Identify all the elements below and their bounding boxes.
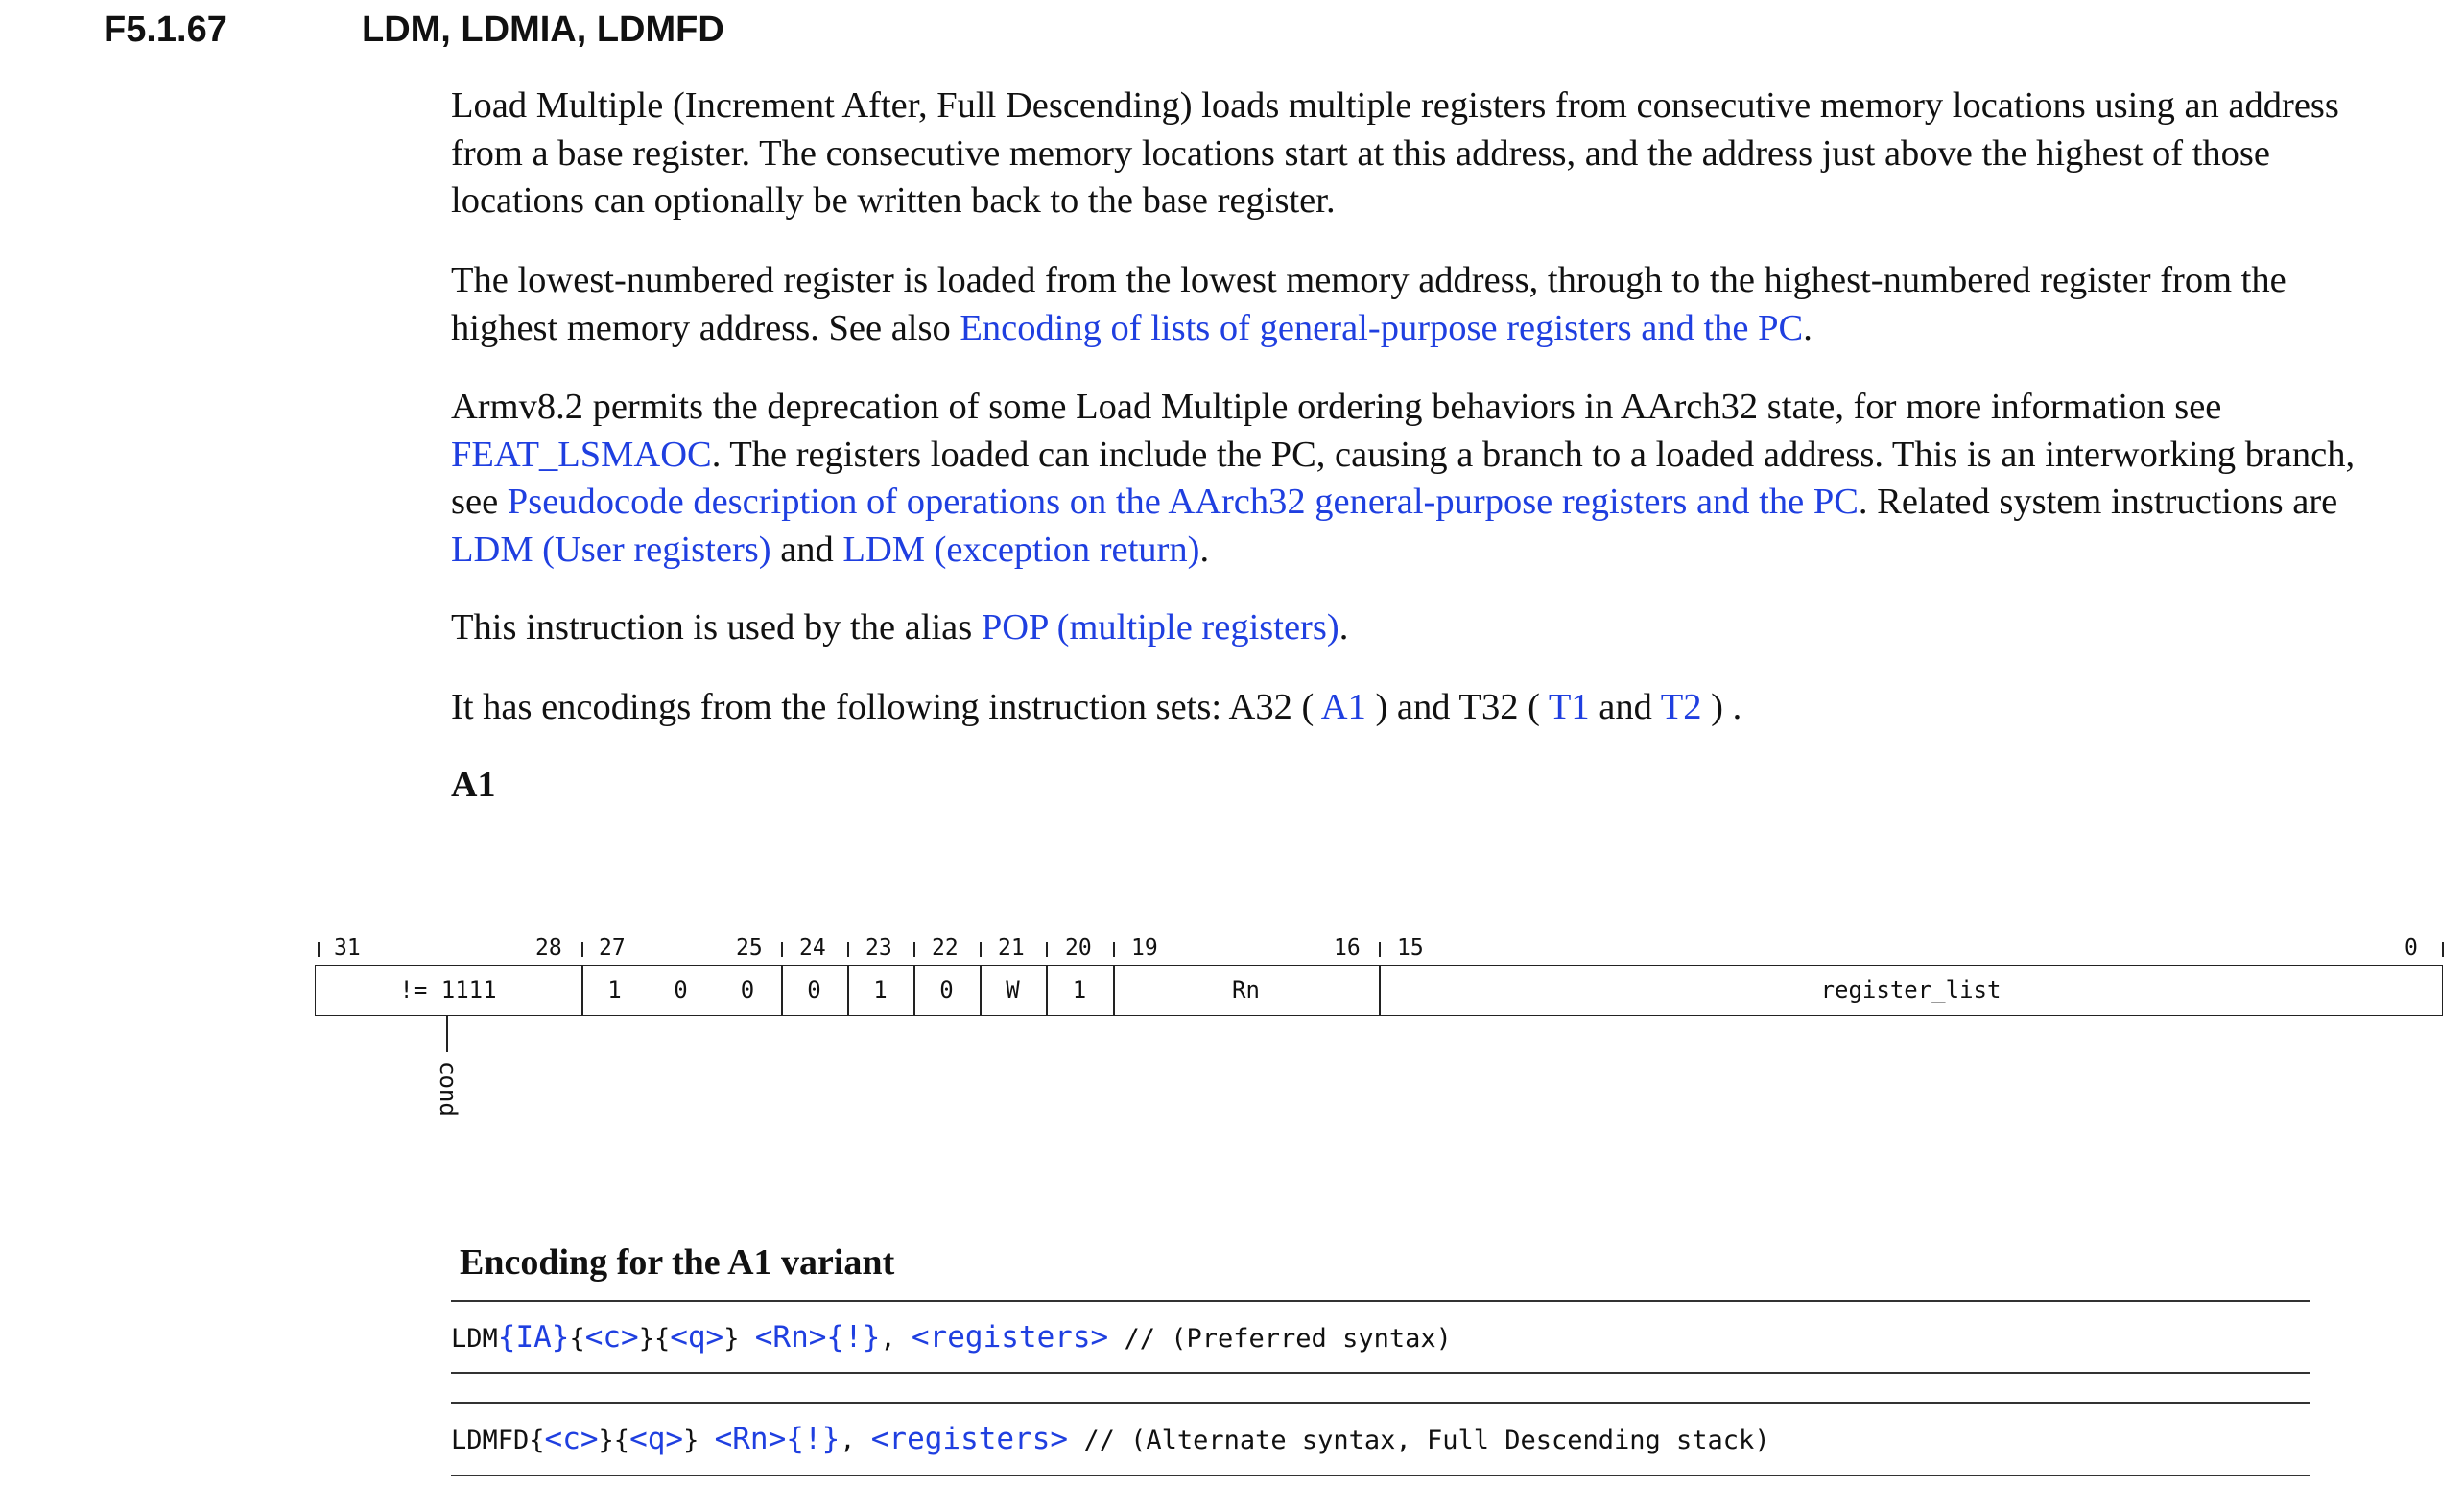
bit-number: 15 (1397, 935, 1424, 960)
paragraph-intro: Load Multiple (Increment After, Full Descending) loads multiple registers from consecutive memory locations using an address from a base register. The consecutive memory locations start at this address, and the address just above the highest of those locations can optionally be written back to the base register. (451, 85, 2339, 221)
bit-tick (781, 942, 783, 957)
bit-number: 25 (736, 935, 763, 960)
link-t2[interactable]: T2 (1660, 687, 1702, 727)
heading-encoding-a1: Encoding for the A1 variant (460, 1242, 895, 1283)
field-w: W (1006, 977, 1020, 1003)
section-number: F5.1.67 (104, 10, 227, 50)
bit-tick (1046, 942, 1048, 957)
link-a1[interactable]: A1 (1320, 687, 1366, 727)
syntax-registers-link[interactable]: <registers> (870, 1422, 1069, 1456)
paragraph-deprecation: Armv8.2 permits the deprecation of some Load Multiple ordering behaviors in AArch32 state, for more information see FEAT_LSMAOC. The registers loaded can include the PC, causing a branch to a loaded address. This is an interworking branch, see Pseudocode description of operations on the AArch32 general-purpose registers and the PC. Related system instructions are LDM (User registers) and LDM (exception return). (451, 387, 2356, 570)
bit-number: 16 (1334, 935, 1361, 960)
paragraph-encodings: It has encodings from the following instruction sets: A32 ( A1 ) and T32 ( T1 and T2 ) . (451, 687, 1742, 727)
link-ldm-exception[interactable]: LDM (exception return) (842, 529, 1200, 570)
bit-tick (980, 942, 982, 957)
syntax-q-link[interactable]: <q> (670, 1320, 724, 1355)
syntax-rn-link[interactable]: <Rn> (714, 1422, 787, 1456)
bit-tick (581, 942, 583, 957)
syntax-q-link[interactable]: <q> (629, 1422, 684, 1456)
field-bit: 0 (674, 977, 688, 1003)
field-bit: 1 (873, 977, 888, 1003)
bit-number: 31 (334, 935, 361, 960)
bit-number: 20 (1065, 935, 1092, 960)
bit-number: 19 (1131, 935, 1158, 960)
link-register-lists[interactable]: Encoding of lists of general-purpose registers and the PC (960, 307, 1804, 348)
bit-number: 28 (535, 935, 562, 960)
syntax-c-link[interactable]: <c> (544, 1422, 599, 1456)
bit-number: 22 (932, 935, 959, 960)
field-cond: != 1111 (399, 977, 497, 1003)
cond-label: cond (435, 1061, 462, 1117)
syntax-preferred: LDM{IA}{<c>}{<q>} <Rn>{!}, <registers> // (Preferred syntax) (451, 1320, 1452, 1355)
bit-tick (1113, 942, 1115, 957)
field-register-list: register_list (1820, 977, 2002, 1003)
cond-pointer-line (446, 1016, 448, 1052)
field-bit: 1 (1072, 977, 1087, 1003)
bit-number: 21 (998, 935, 1025, 960)
heading-a1: A1 (451, 765, 496, 805)
encoding-diagram (315, 935, 2447, 1127)
field-rn: Rn (1232, 977, 1260, 1003)
bit-tick (847, 942, 849, 957)
link-pseudocode[interactable]: Pseudocode description of operations on the AArch32 general-purpose registers and the PC (507, 482, 1859, 522)
syntax-registers-link[interactable]: <registers> (911, 1320, 1109, 1355)
bit-tick (913, 942, 915, 957)
bit-tick (1379, 942, 1381, 957)
link-ldm-user[interactable]: LDM (User registers) (451, 529, 771, 570)
rule (451, 1475, 2310, 1476)
rule (451, 1372, 2310, 1374)
section-title: LDM, LDMIA, LDMFD (362, 10, 724, 50)
syntax-alternate: LDMFD{<c>}{<q>} <Rn>{!}, <registers> // (Alternate syntax, Full Descending stack) (451, 1422, 1770, 1456)
paragraph-alias: This instruction is used by the alias POP (multiple registers). (451, 607, 1349, 648)
field-bit: 1 (607, 977, 622, 1003)
link-pop[interactable]: POP (multiple registers) (981, 607, 1339, 648)
link-t1[interactable]: T1 (1548, 687, 1590, 727)
bit-tick (318, 942, 320, 957)
field-bit: 0 (740, 977, 755, 1003)
field-bit: 0 (807, 977, 821, 1003)
bit-number: 27 (599, 935, 626, 960)
bit-number: 0 (2405, 935, 2418, 960)
link-feat-lsmaoc[interactable]: FEAT_LSMAOC (451, 434, 712, 475)
syntax-c-link[interactable]: <c> (584, 1320, 639, 1355)
bit-tick (2442, 942, 2444, 957)
bit-number: 23 (865, 935, 892, 960)
field-bit: 0 (939, 977, 954, 1003)
paragraph-ordering: The lowest-numbered register is loaded from the lowest memory address, through to the highest-numbered register from the highest memory address. See also Encoding of lists of general-purpose registers and the PC. (451, 260, 2286, 348)
syntax-rn-link[interactable]: <Rn> (754, 1320, 827, 1355)
rule (451, 1300, 2310, 1302)
rule (451, 1402, 2310, 1404)
bit-number: 24 (799, 935, 826, 960)
